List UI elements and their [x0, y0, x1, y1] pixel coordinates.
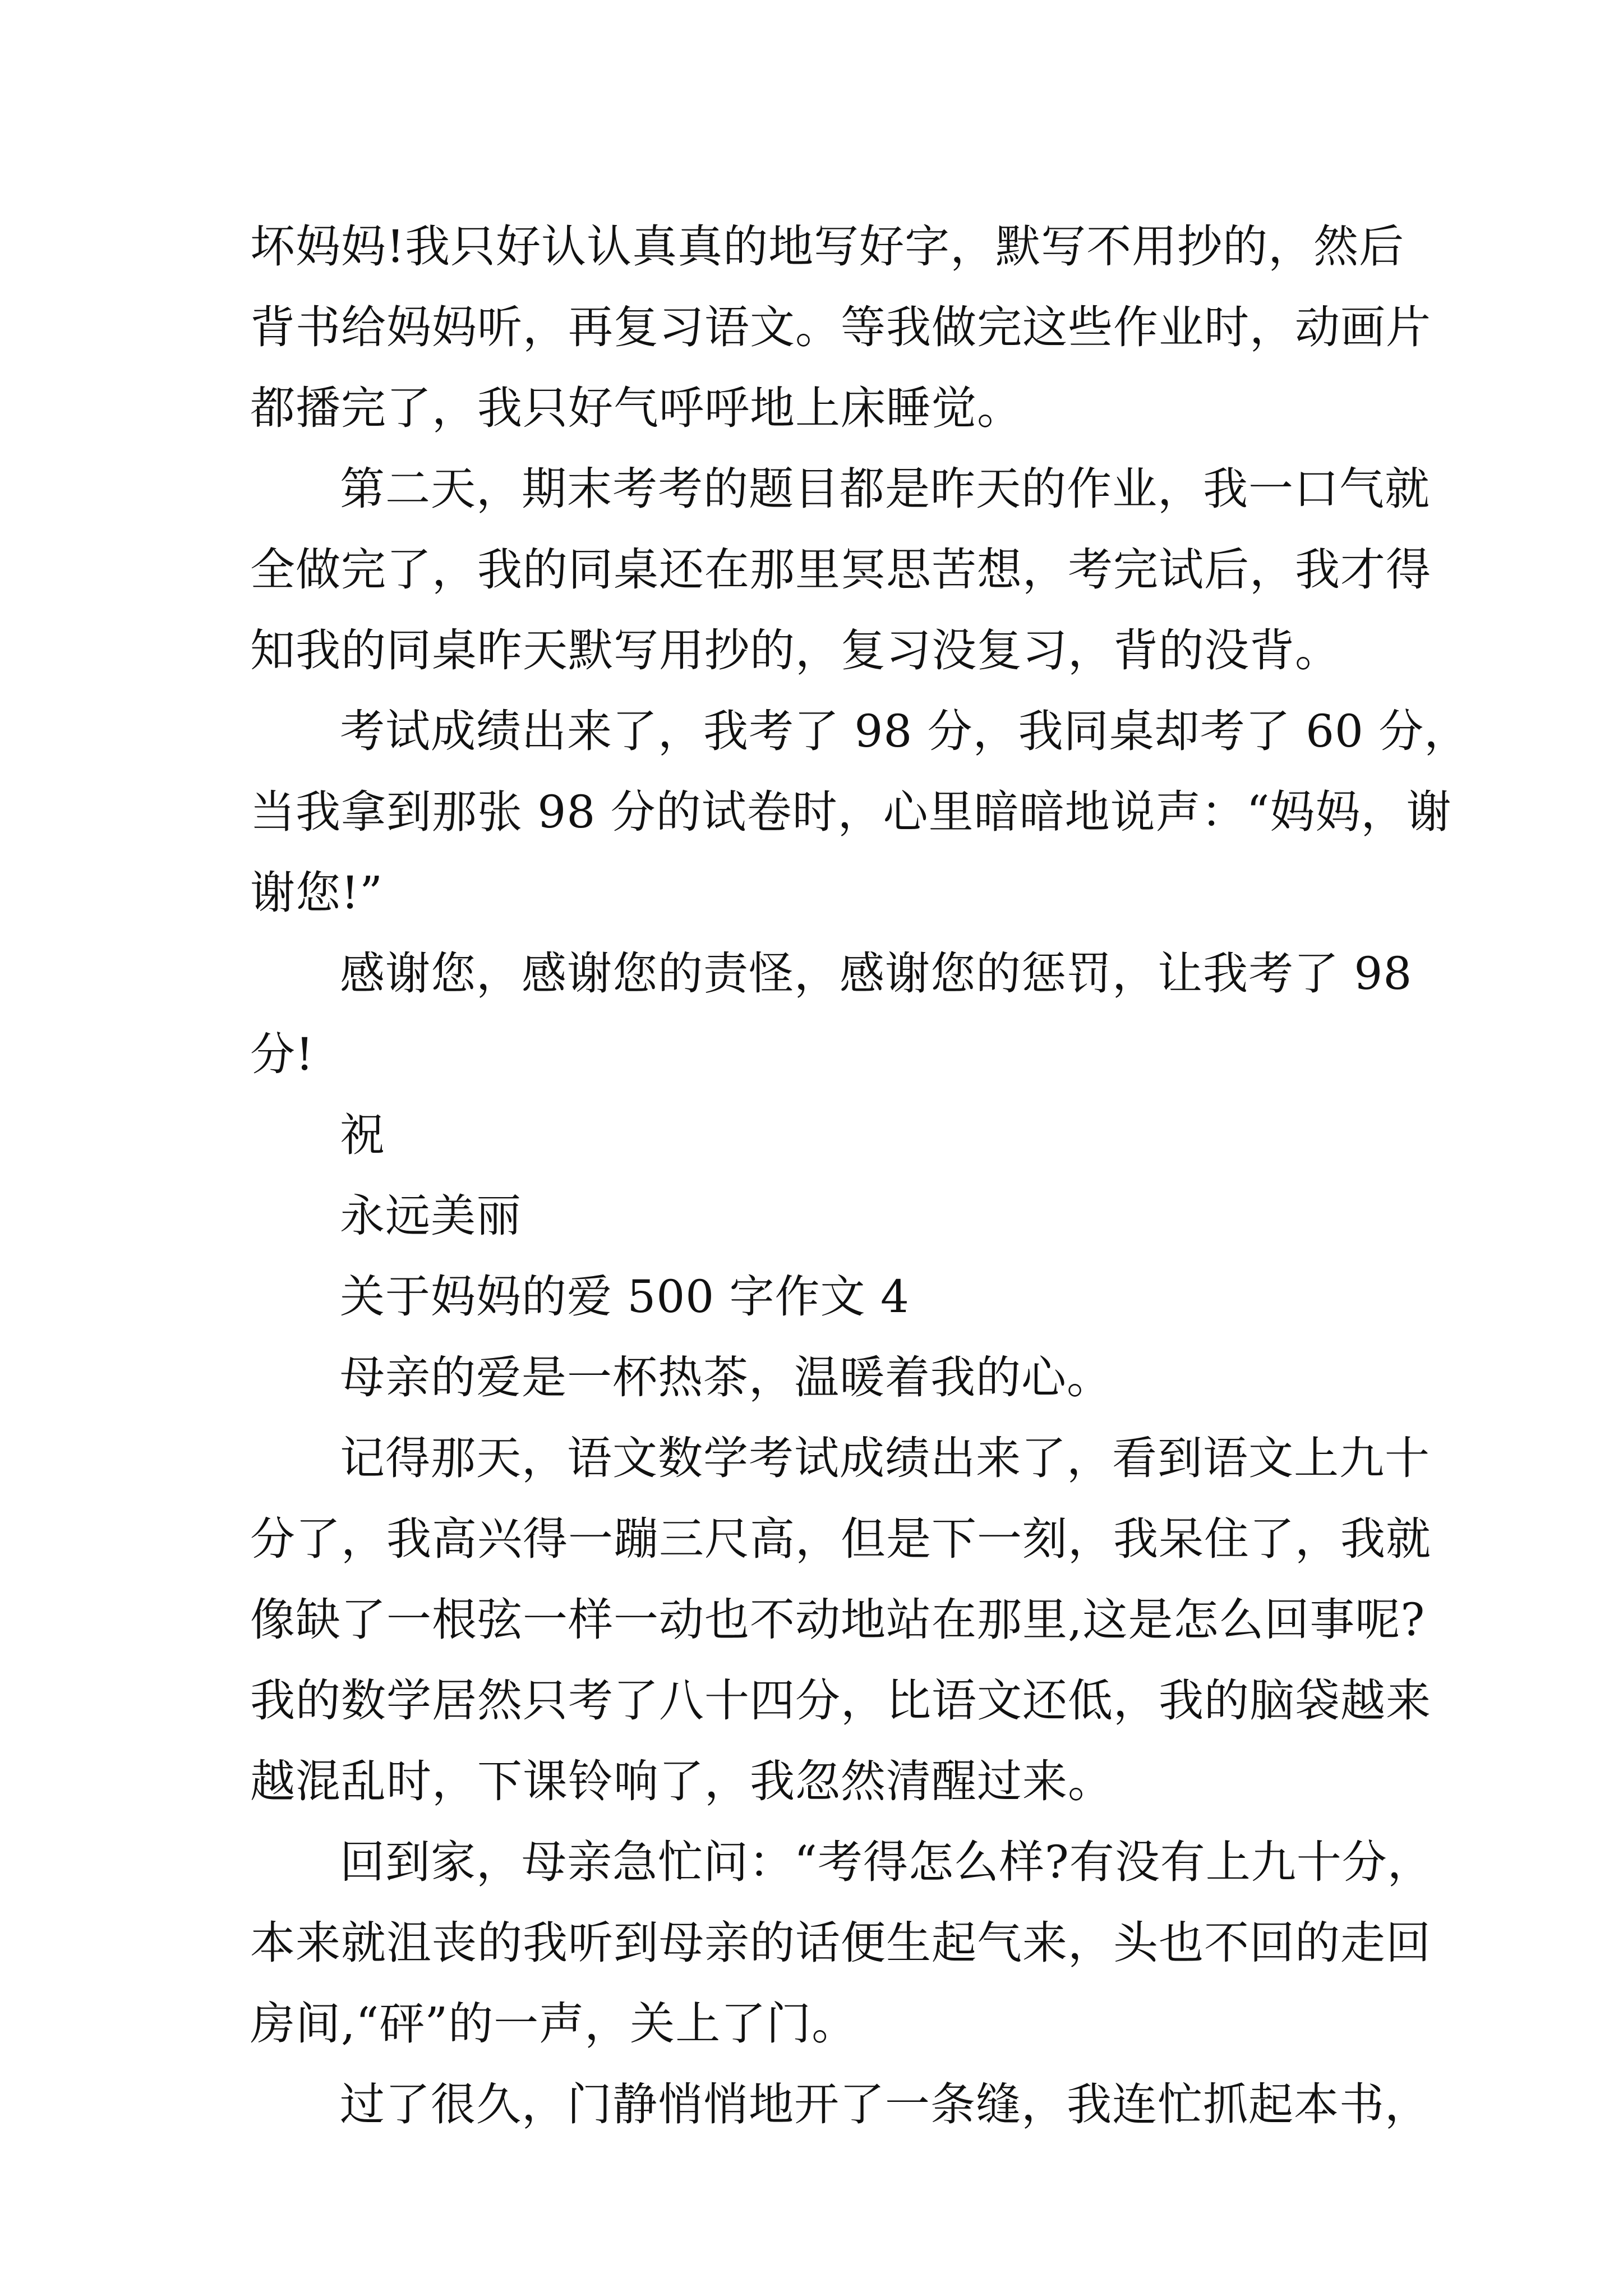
text-line: 当我拿到那张 98 分的试卷时，心里暗暗地说声：“妈妈，谢 [250, 786, 1452, 838]
text-line: 过了很久，门静悄悄地开了一条缝，我连忙抓起本书， [340, 2078, 1430, 2131]
text-line: 祝 [340, 1109, 385, 1161]
salutation-wish [250, 1176, 1377, 1257]
text-line: 分! [250, 1028, 315, 1080]
document-body [250, 206, 1470, 2145]
text-line: 越混乱时，下课铃响了，我忽然清醒过来。 [250, 1755, 1113, 1807]
text-line: 回到家，母亲急忙问：“考得怎么样?有没有上九十分， [340, 1836, 1433, 1888]
paragraph [250, 933, 1413, 1095]
text-line: 第二天，期末考考的题目都是昨天的作业，我一口气就 [340, 463, 1430, 515]
text-line: 谢您!” [250, 867, 384, 919]
text-line: 知我的同桌昨天默写用抄的，复习没复习，背的没背。 [250, 624, 1340, 677]
text-line: 我的数学居然只考了八十四分，比语文还低，我的脑袋越来 [250, 1674, 1431, 1727]
text-line: 都播完了，我只好气呼呼地上床睡觉。 [250, 382, 1022, 434]
paragraph [250, 1822, 1433, 2064]
text-line: 全做完了，我的同桌还在那里冥思苦想，考完试后，我才得 [250, 544, 1431, 596]
paragraph [250, 449, 1431, 691]
text-line: 记得那天，语文数学考试成绩出来了，看到语文上九十 [340, 1432, 1430, 1484]
text-line: 坏妈妈!我只好认认真真的地写好字，默写不用抄的，然后 [250, 220, 1405, 273]
paragraph [250, 691, 1470, 933]
text-line: 感谢您，感谢您的责怪，感谢您的惩罚，让我考了 98 [340, 947, 1413, 1000]
text-line: 母亲的爱是一杯热茶，温暖着我的心。 [340, 1351, 1112, 1404]
text-line: 分了，我高兴得一蹦三尺高，但是下一刻，我呆住了，我就 [250, 1513, 1431, 1565]
text-line: 背书给妈妈听，再复习语文。等我做完这些作业时，动画片 [250, 301, 1431, 353]
text-line: 永远美丽 [340, 1190, 522, 1242]
text-line: 本来就沮丧的我听到母亲的话便生起气来，头也不回的走回 [250, 1917, 1431, 1969]
text-line: 房间,“砰”的一声，关上了门。 [250, 1998, 857, 2050]
salutation [250, 1095, 1377, 1176]
text-line: 关于妈妈的爱 500 字作文 4 [340, 1271, 910, 1323]
paragraph [250, 1337, 1377, 1418]
text-line: 考试成绩出来了，我考了 98 分，我同桌却考了 60 分， [340, 705, 1470, 757]
text-line: 像缺了一根弦一样一动也不动地站在那里,这是怎么回事呢? [250, 1594, 1426, 1646]
section-title [250, 1257, 1377, 1337]
paragraph [250, 206, 1431, 449]
paragraph [250, 1418, 1431, 1822]
paragraph [250, 2064, 1430, 2145]
